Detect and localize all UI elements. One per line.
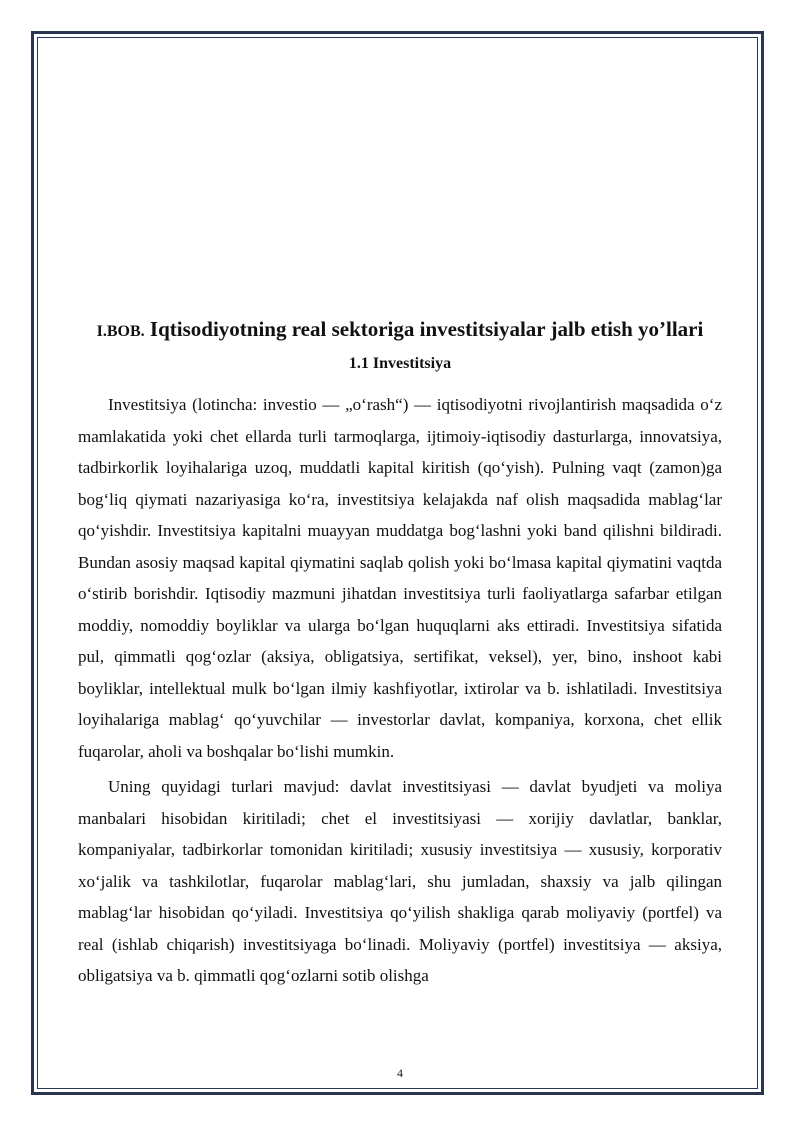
chapter-prefix: I.BOB. [96, 323, 145, 340]
paragraph-types: Uning quyidagi turlari mavjud: davlat investitsiyasi — davlat byudjeti va moliya manbalari hisobidan kiritiladi; chet el investitsiyasi — xorijiy davlatlar, banklar, kompaniyalar, tadbirkorlar tomonidan kiritiladi; xususiy investitsiya — xususiy, korporativ xo‘jalik va tashkilotlar, fuqarolar mablag‘lari, shu jumladan, shaxsiy va jalb qilingan mablag‘lar hisobidan qo‘yiladi. Investitsiya qo‘yilish shakliga qarab moliyaviy (portfel) va real (ishlab chiqarish) investitsiyaga bo‘linadi. Moliyaviy (portfel) investitsiya — aksiya, obligatsiya va b. qimmatli qog‘ozlarni sotib olishga [78, 777, 722, 985]
document-body [78, 314, 722, 996]
chapter-heading [78, 314, 722, 347]
chapter-title: Iqtisodiyotning real sektoriga investitsiyalar jalb etish yo’llari [144, 317, 704, 341]
page-number: 4 [397, 1066, 403, 1080]
section-title: 1.1 Investitsiya [348, 355, 452, 372]
paragraph-definition: Investitsiya (lotincha: investio — „o‘rash“) — iqtisodiyotni rivojlantirish maqsadida o‘z mamlakatida yoki chet ellarda turli tarmoqlarga, ijtimoiy-iqtisodiy dasturlarga, innovatsiya, tadbirkorlik loyihalariga uzoq, muddatli kapital kiritish (qo‘yish). Pulning vaqt (zamon)ga bog‘liq qiymati nazariyasiga ko‘ra, investitsiya kelajakda naf olish maqsadida mablag‘lar qo‘yishdir. Investitsiya kapitalni muayyan muddatga bog‘lashni yoki band qilishni bildiradi. Bundan asosiy maqsad kapital qiymatini saqlab qolish yoki bo‘lmasa kapital qiymatini vaqtda o‘stirib borishdir. Iqtisodiy mazmuni jihatdan investitsiya turli faoliyatlarga safarbar etilgan moddiy, nomoddiy boyliklar va ularga bo‘lgan huquqlarni aks ettiradi. Investitsiya sifatida pul, qimmatli qog‘ozlar (aksiya, obligatsiya, sertifikat, veksel), yer, bino, inshoot kabi boyliklar, intellektual mulk bo‘lgan ilmiy kashfiyotlar, ixtirolar va b. ishlatiladi. Investitsiya loyihalariga mablag‘ qo‘yuvchilar — investorlar davlat, kompaniya, korxona, chet ellik fuqarolar, aholi va boshqalar bo‘lishi mumkin. [78, 395, 722, 761]
